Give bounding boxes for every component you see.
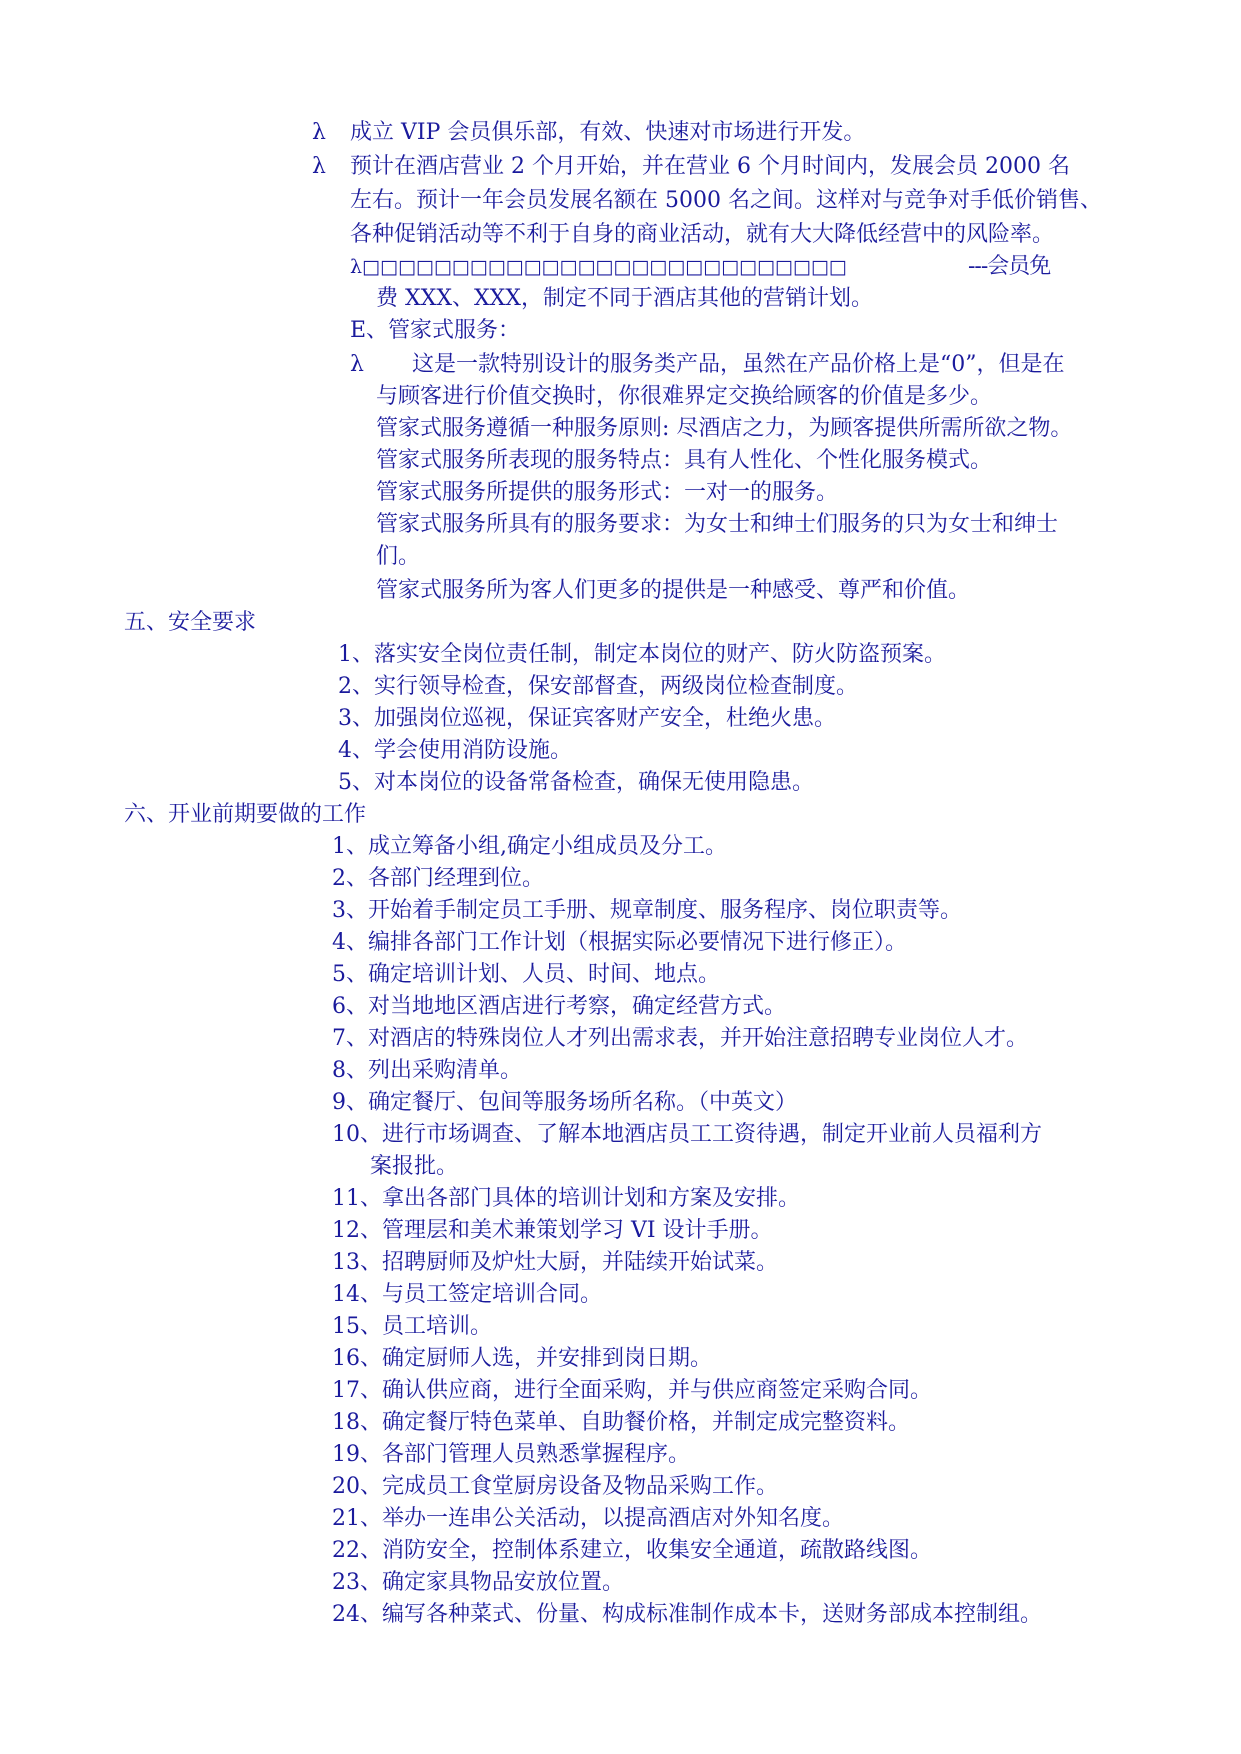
paragraph-line: 管家式服务所提供的服务形式：一对一的服务。 [376, 480, 839, 505]
list-item: 3、开始着手制定员工手册、规章制度、服务程序、岗位职责等。 [332, 898, 962, 923]
list-item: 5、确定培训计划、人员、时间、地点。 [332, 962, 720, 987]
list-item: 2、各部门经理到位。 [332, 866, 544, 891]
list-item: 16、确定厨师人选，并安排到岗日期。 [332, 1346, 712, 1371]
list-item: 21、举办一连串公关活动，以提高酒店对外知名度。 [332, 1506, 844, 1531]
list-item: 13、招聘厨师及炉灶大厨，并陆续开始试菜。 [332, 1250, 778, 1275]
list-item: 11、拿出各部门具体的培训计划和方案及安排。 [332, 1186, 800, 1211]
list-item: 4、编排各部门工作计划（根据实际必要情况下进行修正）。 [332, 930, 907, 955]
paragraph-line-garbled: λ□□□□□□□□□□□□□□□□□□□□□□□□□□□ [350, 256, 847, 278]
list-item: 20、完成员工食堂厨房设备及物品采购工作。 [332, 1474, 778, 1499]
paragraph-line: 与顾客进行价值交换时，你很难界定交换给顾客的价值是多少。 [376, 384, 993, 409]
list-item: 15、员工培训。 [332, 1314, 492, 1339]
list-item: 9、确定餐厅、包间等服务场所名称。（中英文） [332, 1090, 797, 1115]
list-item: 7、对酒店的特殊岗位人才列出需求表，并开始注意招聘专业岗位人才。 [332, 1026, 1028, 1051]
list-item: 18、确定餐厅特色菜单、自助餐价格，并制定成完整资料。 [332, 1410, 910, 1435]
paragraph-line: 成立 VIP 会员俱乐部，有效、快速对市场进行开发。 [350, 120, 866, 145]
paragraph-line: 这是一款特别设计的服务类产品，虽然在产品价格上是“0”，但是在 [412, 352, 1065, 377]
list-item: 12、管理层和美术兼策划学习 VI 设计手册。 [332, 1218, 773, 1243]
paragraph-line: 管家式服务所具有的服务要求：为女士和绅士们服务的只为女士和绅士 [376, 512, 1059, 537]
list-item: 10、进行市场调查、了解本地酒店员工工资待遇，制定开业前人员福利方 [332, 1122, 1042, 1147]
bullet-symbol: λ [312, 120, 326, 145]
paragraph-line: 预计在酒店营业 2 个月开始，并在营业 6 个月时间内，发展会员 2000 名 [350, 154, 1070, 179]
list-item: 23、确定家具物品安放位置。 [332, 1570, 624, 1595]
paragraph-line: 费 XXX、XXX，制定不同于酒店其他的营销计划。 [376, 286, 873, 311]
list-item: 2、实行领导检查，保安部督查，两级岗位检查制度。 [338, 674, 858, 699]
list-item: 5、对本岗位的设备常备检查，确保无使用隐患。 [338, 770, 814, 795]
paragraph-line: 们。 [376, 544, 421, 569]
list-item: 1、落实安全岗位责任制，制定本岗位的财产、防火防盗预案。 [338, 642, 946, 667]
subsection-heading: E、管家式服务： [350, 318, 521, 343]
list-item: 3、加强岗位巡视，保证宾客财产安全，杜绝火患。 [338, 706, 836, 731]
list-item: 19、各部门管理人员熟悉掌握程序。 [332, 1442, 690, 1467]
list-item: 4、学会使用消防设施。 [338, 738, 572, 763]
list-item: 17、确认供应商，进行全面采购，并与供应商签定采购合同。 [332, 1378, 932, 1403]
list-item: 8、列出采购清单。 [332, 1058, 522, 1083]
section-heading: 五、安全要求 [124, 610, 257, 635]
list-item: 1、成立筹备小组,确定小组成员及分工。 [332, 834, 727, 859]
paragraph-line: 管家式服务所表现的服务特点：具有人性化、个性化服务模式。 [376, 448, 993, 473]
list-item: 24、编写各种菜式、份量、构成标准制作成本卡，送财务部成本控制组。 [332, 1602, 1042, 1627]
paragraph-line: 各种促销活动等不利于自身的商业活动，就有大大降低经营中的风险率。 [350, 222, 1055, 247]
bullet-symbol: λ [312, 154, 326, 179]
paragraph-line: 左右。预计一年会员发展名额在 5000 名之间。这样对与竞争对手低价销售、 [350, 188, 1102, 213]
bullet-symbol: λ [350, 352, 364, 377]
paragraph-line: 管家式服务遵循一种服务原则: 尽酒店之力，为顾客提供所需所欲之物。 [376, 416, 1073, 441]
list-item: 6、对当地地区酒店进行考察，确定经营方式。 [332, 994, 786, 1019]
paragraph-line: ---会员免 [968, 254, 1051, 279]
list-item: 14、与员工签定培训合同。 [332, 1282, 602, 1307]
list-item: 22、消防安全，控制体系建立，收集安全通道，疏散路线图。 [332, 1538, 932, 1563]
paragraph-line: 管家式服务所为客人们更多的提供是一种感受、尊严和价值。 [376, 578, 971, 603]
section-heading: 六、开业前期要做的工作 [124, 802, 367, 827]
list-item-continuation: 案报批。 [370, 1154, 459, 1179]
